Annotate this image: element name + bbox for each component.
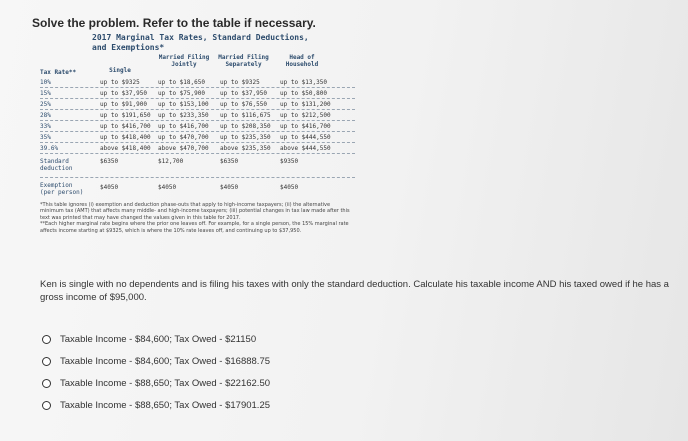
exemption-head: $4050: [280, 184, 299, 191]
cell-rate: 35%: [40, 134, 51, 141]
answer-options: [42, 328, 270, 416]
answer-option-2[interactable]: [42, 350, 270, 372]
deduction-head: $9350: [280, 158, 299, 165]
cell-separate: up to $37,950: [220, 90, 267, 97]
table-title: [92, 33, 309, 53]
table-row: [40, 111, 355, 121]
radio-button[interactable]: [42, 379, 51, 388]
exemption-separate: $4050: [220, 184, 239, 191]
header-single: Single: [109, 67, 131, 74]
cell-separate: above $235,350: [220, 145, 271, 152]
cell-rate: 10%: [40, 79, 51, 86]
tax-rate-table: [40, 52, 355, 200]
exemption-row: [40, 179, 355, 199]
question-text: Ken is single with no dependents and is filing his taxes with only the standard deduction. Calculate his taxable income AND his taxed owed if he has a gross income of $95,000.: [40, 279, 669, 303]
answer-option-label: Taxable Income - $88,650; Tax Owed - $17901.25: [60, 399, 271, 411]
deduction-separate: $6350: [220, 158, 239, 165]
answer-option-4[interactable]: [42, 394, 270, 416]
footnote-1: *This table ignores (i) exemption and deduction phase-outs that apply to high-income taxpayers; (ii) the alternative minimum tax (AMT) that affects many middle- and high-income taxpayers; (iii) potential changes in tax law made after this text was printed that may have changed the values given in this table for 2017.: [40, 202, 350, 221]
cell-rate: 25%: [40, 101, 51, 108]
cell-joint: above $470,700: [158, 145, 209, 152]
answer-option-1[interactable]: [42, 328, 270, 350]
cell-separate: up to $208,350: [220, 123, 271, 130]
answer-option-label: Taxable Income - $84,600; Tax Owed - $16888.75: [60, 355, 271, 367]
radio-button[interactable]: [42, 335, 51, 344]
cell-joint: up to $470,700: [158, 134, 209, 141]
table-title-line1: 2017 Marginal Tax Rates, Standard Deductions,: [92, 33, 309, 42]
answer-option-label: Taxable Income - $84,600; Tax Owed - $21150: [60, 333, 257, 345]
standard-deduction-row: [40, 157, 355, 178]
table-row: [40, 122, 355, 132]
exemption-joint: $4050: [158, 184, 177, 191]
header-married-separately: Married Filing Separately: [218, 54, 269, 68]
cell-separate: up to $76,550: [220, 101, 267, 108]
cell-single: up to $37,950: [100, 90, 147, 97]
cell-rate: 28%: [40, 112, 51, 119]
cell-single: up to $9325: [100, 79, 140, 86]
cell-rate: 15%: [40, 90, 51, 97]
exemption-label: Exemption (per person): [40, 182, 84, 196]
footnote-2: **Each higher marginal rate begins where the prior one leaves off. For example, for a single person, the 15% marginal rate affects income starting at $9325, which is where the 10% rate leaves off, and continuing up to $37,950.: [40, 221, 349, 234]
exemption-single: $4050: [100, 184, 119, 191]
table-row: [40, 133, 355, 143]
cell-rate: 33%: [40, 123, 51, 130]
cell-head: up to $13,350: [280, 79, 327, 86]
table-row: [40, 144, 355, 154]
header-head-of-household: Head of Household: [285, 54, 319, 68]
cell-head: up to $212,500: [280, 112, 331, 119]
cell-head: up to $50,800: [280, 90, 327, 97]
cell-single: above $418,400: [100, 145, 151, 152]
table-row: [40, 89, 355, 99]
cell-single: up to $418,400: [100, 134, 151, 141]
cell-joint: up to $153,100: [158, 101, 209, 108]
cell-head: up to $444,550: [280, 134, 331, 141]
header-married-jointly: Married Filing Jointly: [158, 54, 210, 68]
cell-single: up to $191,650: [100, 112, 151, 119]
cell-separate: up to $9325: [220, 79, 260, 86]
standard-deduction-label: Standard deduction: [40, 158, 73, 172]
cell-rate: 39.6%: [40, 145, 59, 152]
cell-separate: up to $116,675: [220, 112, 271, 119]
cell-joint: up to $75,900: [158, 90, 205, 97]
cell-separate: up to $235,350: [220, 134, 271, 141]
cell-single: up to $416,700: [100, 123, 151, 130]
deduction-single: $6350: [100, 158, 119, 165]
cell-head: up to $131,200: [280, 101, 331, 108]
cell-single: up to $91,900: [100, 101, 147, 108]
cell-joint: up to $233,350: [158, 112, 209, 119]
table-footnote: [40, 202, 355, 234]
cell-joint: up to $18,650: [158, 79, 205, 86]
answer-option-label: Taxable Income - $88,650; Tax Owed - $22162.50: [60, 377, 271, 389]
table-row: [40, 100, 355, 110]
table-row: [40, 78, 355, 88]
header-tax-rate: Tax Rate**: [40, 69, 77, 76]
cell-head: above $444,550: [280, 145, 331, 152]
cell-head: up to $416,700: [280, 123, 331, 130]
deduction-joint: $12,700: [158, 158, 184, 165]
radio-button[interactable]: [42, 357, 51, 366]
cell-joint: up to $416,700: [158, 123, 209, 130]
answer-option-3[interactable]: [42, 372, 270, 394]
instruction-text: Solve the problem. Refer to the table if necessary.: [32, 16, 316, 30]
radio-button[interactable]: [42, 401, 51, 410]
table-title-line2: and Exemptions*: [92, 43, 165, 52]
